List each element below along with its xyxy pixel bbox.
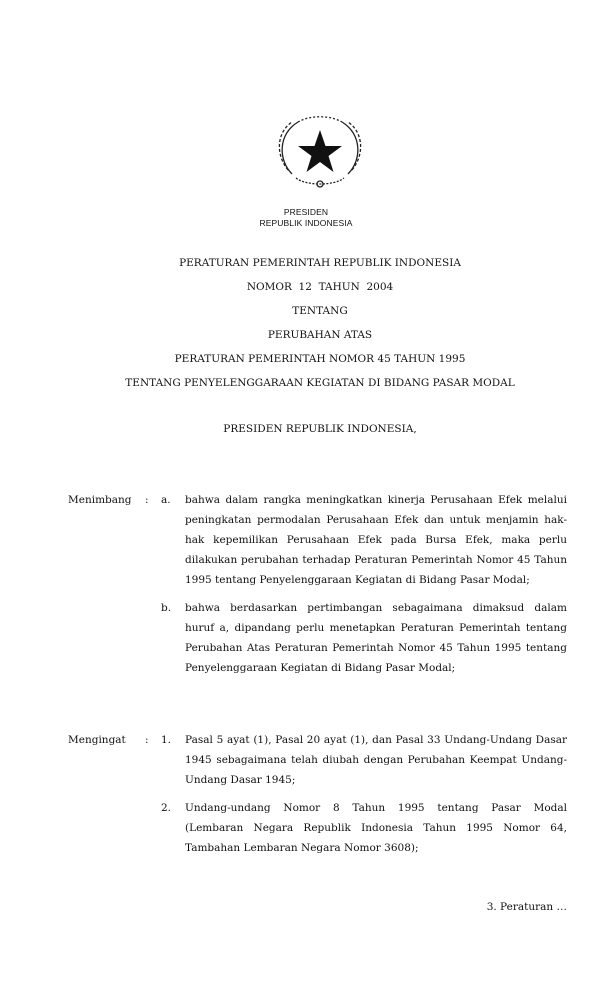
clause-text-line: 1945 sebagaimana telah diubah dengan Perubahan Keempat Undang- xyxy=(185,754,567,766)
heading-line: NOMOR 12 TAHUN 2004 xyxy=(246,281,394,293)
clause-text-line: Tambahan Lembaran Negara Nomor 3608); xyxy=(185,842,419,854)
clause-text-line: Penyelenggaraan Kegiatan di Bidang Pasar Modal; xyxy=(185,662,456,674)
page-continuation: 3. Peraturan … xyxy=(486,901,567,913)
clause-text-line: Perubahan Atas Peraturan Pemerintah Nomor 45 Tahun 1995 tentang xyxy=(185,642,567,654)
heading-line: PERUBAHAN ATAS xyxy=(267,329,373,341)
clause-text-line: Pasal 5 ayat (1), Pasal 20 ayat (1), dan Pasal 33 Undang-Undang Dasar xyxy=(185,734,567,746)
clause-text-line: (Lembaran Negara Republik Indonesia Tahun 1995 Nomor 64, xyxy=(185,822,567,834)
colon: : xyxy=(145,494,149,506)
menimbang-label: Menimbang xyxy=(68,494,132,506)
garuda-star-emblem xyxy=(272,112,368,194)
item-marker: 1. xyxy=(161,734,172,746)
clause-text-line: bahwa berdasarkan pertimbangan sebagaimana dimaksud dalam xyxy=(185,602,567,614)
mengingat-label: Mengingat xyxy=(68,734,126,746)
item-marker: a. xyxy=(161,494,171,506)
clause-text-line: hak kepemilikan Perusahaan Efek pada Bursa Efek, maka perlu xyxy=(185,534,567,546)
item-marker: 2. xyxy=(161,802,172,814)
clause-text-line: Undang-undang Nomor 8 Tahun 1995 tentang Pasar Modal xyxy=(185,802,567,814)
clause-text-line: dilakukan perubahan terhadap Peraturan Pemerintah Nomor 45 Tahun xyxy=(185,554,567,566)
heading-line: TENTANG PENYELENGGARAAN KEGIATAN DI BIDANG PASAR MODAL xyxy=(125,377,515,389)
item-marker: b. xyxy=(161,602,172,614)
clause-text-line: 1995 tentang Penyelenggaraan Kegiatan di Bidang Pasar Modal; xyxy=(185,574,530,586)
clause-text-line: huruf a, dipandang perlu menetapkan Peraturan Pemerintah tentang xyxy=(185,622,567,634)
heading-line: PERATURAN PEMERINTAH REPUBLIK INDONESIA xyxy=(179,257,461,269)
president-line: PRESIDEN REPUBLIK INDONESIA, xyxy=(223,423,417,435)
star-icon xyxy=(298,130,342,172)
colon: : xyxy=(145,734,149,746)
emblem-caption-2: REPUBLIK INDONESIA xyxy=(259,218,353,228)
clause-text-line: peningkatan permodalan Perusahaan Efek dan untuk menjamin hak- xyxy=(185,514,567,526)
heading-line: TENTANG xyxy=(292,305,348,317)
emblem-caption-1: PRESIDEN xyxy=(283,207,329,217)
clause-text-line: Undang Dasar 1945; xyxy=(185,774,296,786)
heading-line: PERATURAN PEMERINTAH NOMOR 45 TAHUN 1995 xyxy=(174,353,466,365)
clause-text-line: bahwa dalam rangka meningkatkan kinerja Perusahaan Efek melalui xyxy=(185,494,567,506)
